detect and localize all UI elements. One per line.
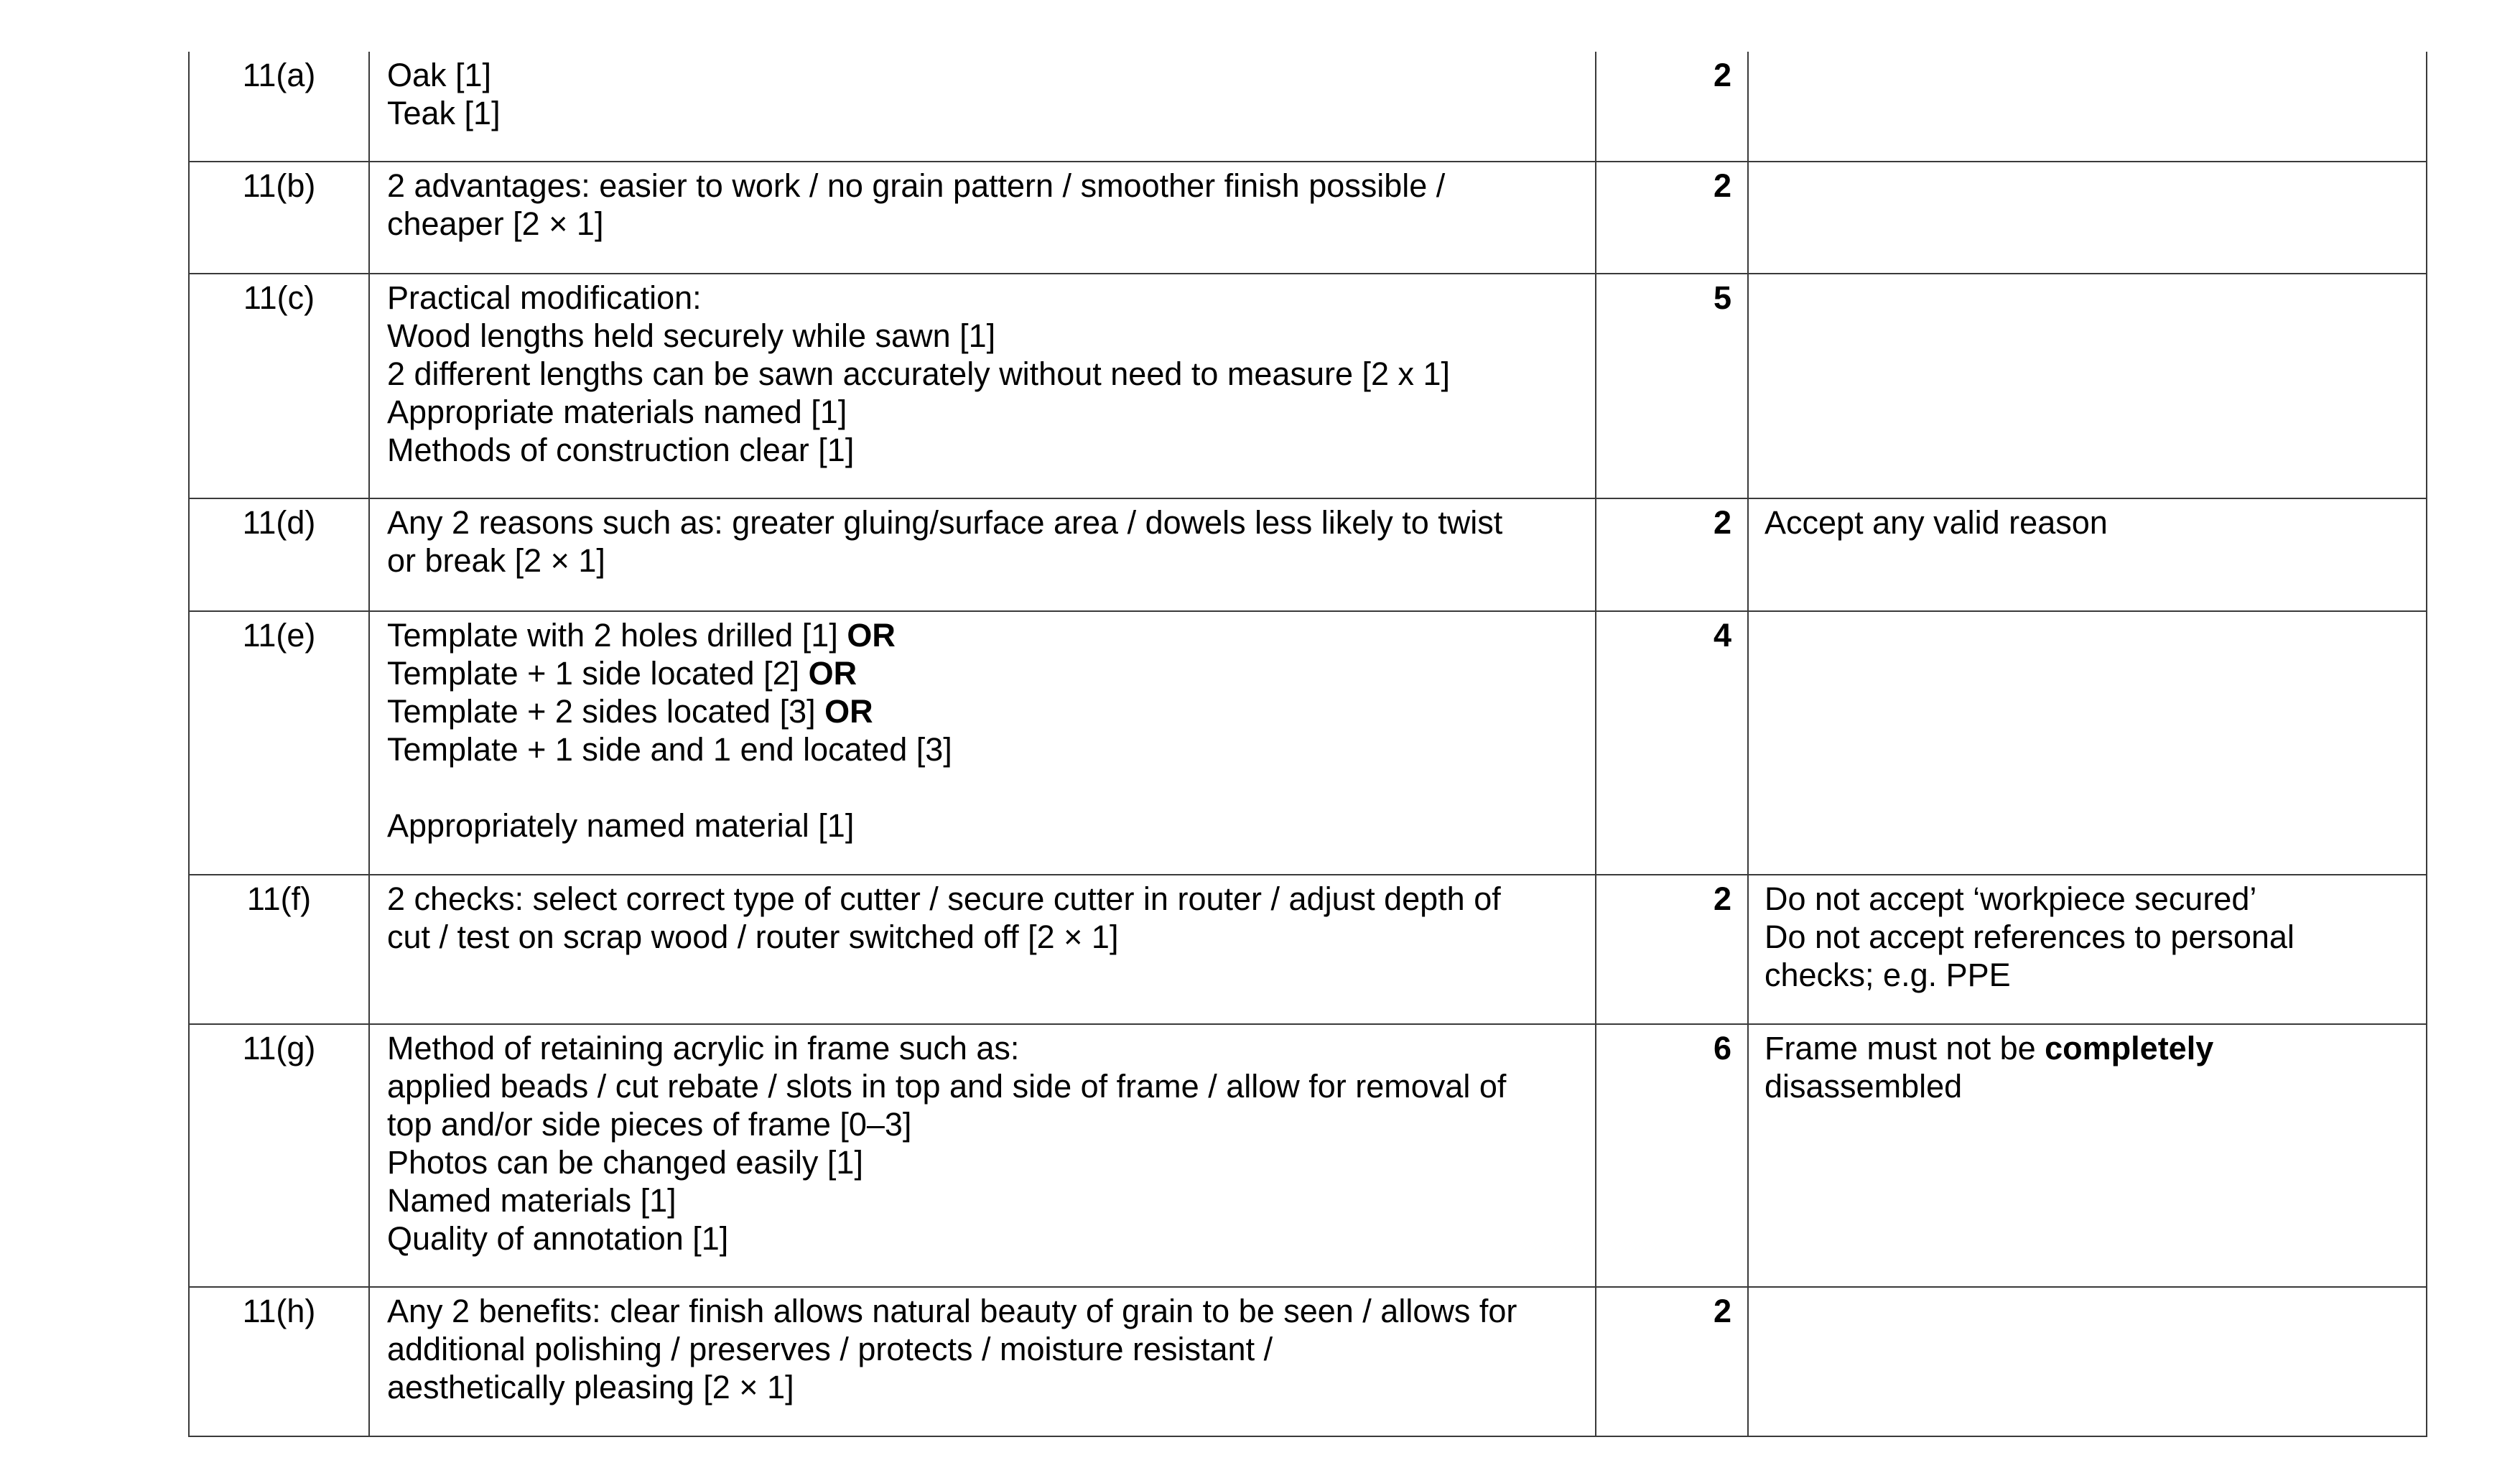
guidance-cell — [1748, 274, 2427, 498]
marks-cell: 2 — [1596, 498, 1748, 611]
line-text: or break [2 × 1] — [387, 542, 605, 579]
guidance-cell — [1748, 52, 2427, 162]
line-text: Accept any valid reason — [1765, 504, 2108, 541]
line-text: Template + 2 sides located [3] — [387, 693, 825, 730]
emphasis-text: OR — [824, 693, 873, 730]
guidance-cell — [1748, 611, 2427, 875]
marks-cell: 2 — [1596, 875, 1748, 1024]
text-line — [387, 167, 1578, 205]
marks-cell: 6 — [1596, 1024, 1748, 1287]
text-line — [387, 56, 1578, 94]
text-line — [387, 654, 1578, 692]
guidance-cell — [1748, 162, 2427, 274]
table-row — [189, 498, 2427, 611]
answer-cell — [369, 1287, 1596, 1436]
table-row — [189, 1024, 2427, 1287]
line-text: Wood lengths held securely while sawn [1] — [387, 317, 996, 354]
text-line — [1765, 880, 2412, 918]
line-text: Method of retaining acrylic in frame such as: — [387, 1030, 1020, 1066]
line-text: Frame must not be — [1765, 1030, 2045, 1066]
mark-scheme-table — [188, 52, 2427, 1437]
line-text: Named materials [1] — [387, 1182, 677, 1219]
text-line — [387, 1181, 1578, 1219]
line-text: top and/or side pieces of frame [0–3] — [387, 1106, 912, 1143]
line-text: checks; e.g. PPE — [1765, 957, 2011, 993]
line-text: cut / test on scrap wood / router switched off [2 × 1] — [387, 919, 1119, 955]
text-line — [387, 730, 1578, 768]
marks-cell: 2 — [1596, 1287, 1748, 1436]
answer-cell — [369, 875, 1596, 1024]
line-text: additional polishing / preserves / protects / moisture resistant / — [387, 1331, 1273, 1367]
answer-cell — [369, 498, 1596, 611]
text-line — [387, 94, 1578, 132]
line-text: aesthetically pleasing [2 × 1] — [387, 1369, 794, 1405]
guidance-cell — [1748, 875, 2427, 1024]
question-number: 11(e) — [189, 611, 369, 875]
table-row — [189, 1287, 2427, 1436]
question-number: 11(g) — [189, 1024, 369, 1287]
text-line — [387, 503, 1578, 542]
marks-cell: 5 — [1596, 274, 1748, 498]
line-text: applied beads / cut rebate / slots in top and side of frame / allow for removal of — [387, 1068, 1507, 1105]
emphasis-text: OR — [808, 655, 857, 692]
text-line — [1765, 503, 2412, 542]
line-text: cheaper [2 × 1] — [387, 205, 604, 242]
line-text: 2 different lengths can be sawn accurately without need to measure [2 x 1] — [387, 355, 1451, 392]
line-text: Any 2 reasons such as: greater gluing/surface area / dowels less likely to twist — [387, 504, 1503, 541]
question-number: 11(a) — [189, 52, 369, 162]
answer-cell — [369, 162, 1596, 274]
line-text: Quality of annotation [1] — [387, 1220, 729, 1257]
line-text: Practical modification: — [387, 279, 702, 316]
emphasis-text: OR — [847, 617, 896, 654]
answer-cell — [369, 1024, 1596, 1287]
line-text: Appropriate materials named [1] — [387, 394, 847, 430]
line-text: Do not accept ‘workpiece secured’ — [1765, 880, 2257, 917]
table-row — [189, 274, 2427, 498]
text-line — [387, 393, 1578, 431]
line-text: Do not accept references to personal — [1765, 919, 2294, 955]
line-text: Teak [1] — [387, 95, 501, 131]
text-line — [387, 205, 1578, 243]
table-row — [189, 875, 2427, 1024]
text-line — [1765, 1067, 2412, 1105]
line-text: disassembled — [1765, 1068, 1963, 1105]
line-text: Photos can be changed easily [1] — [387, 1144, 863, 1181]
table-row — [189, 162, 2427, 274]
question-number: 11(b) — [189, 162, 369, 274]
table-row — [189, 52, 2427, 162]
text-line — [387, 880, 1578, 918]
line-text: Oak [1] — [387, 57, 492, 93]
text-line — [387, 1143, 1578, 1181]
text-line — [387, 692, 1578, 730]
text-line — [387, 1029, 1578, 1067]
marks-cell: 2 — [1596, 162, 1748, 274]
line-text: Template with 2 holes drilled [1] — [387, 617, 847, 654]
line-text: 2 advantages: easier to work / no grain pattern / smoother finish possible / — [387, 167, 1446, 204]
line-text: Template + 1 side and 1 end located [3] — [387, 731, 952, 768]
text-line — [387, 918, 1578, 956]
line-text: Template + 1 side located [2] — [387, 655, 809, 692]
table-row — [189, 611, 2427, 875]
question-number: 11(f) — [189, 875, 369, 1024]
answer-cell — [369, 274, 1596, 498]
text-line — [387, 355, 1578, 393]
marks-cell: 4 — [1596, 611, 1748, 875]
text-line — [387, 279, 1578, 317]
text-line — [387, 1330, 1578, 1368]
emphasis-text: completely — [2045, 1030, 2214, 1066]
answer-cell — [369, 611, 1596, 875]
answer-cell — [369, 52, 1596, 162]
mark-scheme-body — [189, 52, 2427, 1436]
question-number: 11(h) — [189, 1287, 369, 1436]
text-line — [1765, 918, 2412, 956]
text-line — [387, 1105, 1578, 1143]
line-text: Methods of construction clear [1] — [387, 432, 855, 468]
text-line — [387, 1368, 1578, 1406]
guidance-cell — [1748, 1024, 2427, 1287]
text-line — [1765, 956, 2412, 994]
question-number: 11(d) — [189, 498, 369, 611]
line-text: 2 checks: select correct type of cutter / secure cutter in router / adjust depth of — [387, 880, 1501, 917]
guidance-cell — [1748, 498, 2427, 611]
line-text: Appropriately named material [1] — [387, 807, 855, 844]
text-line — [387, 317, 1578, 355]
text-line — [387, 807, 1578, 845]
blank-line — [387, 768, 1578, 807]
text-line — [387, 431, 1578, 469]
text-line — [387, 1292, 1578, 1330]
marks-cell: 2 — [1596, 52, 1748, 162]
text-line — [1765, 1029, 2412, 1067]
text-line — [387, 616, 1578, 654]
text-line — [387, 1067, 1578, 1105]
text-line — [387, 1219, 1578, 1258]
question-number: 11(c) — [189, 274, 369, 498]
line-text: Any 2 benefits: clear finish allows natural beauty of grain to be seen / allows for — [387, 1293, 1517, 1329]
text-line — [387, 542, 1578, 580]
guidance-cell — [1748, 1287, 2427, 1436]
